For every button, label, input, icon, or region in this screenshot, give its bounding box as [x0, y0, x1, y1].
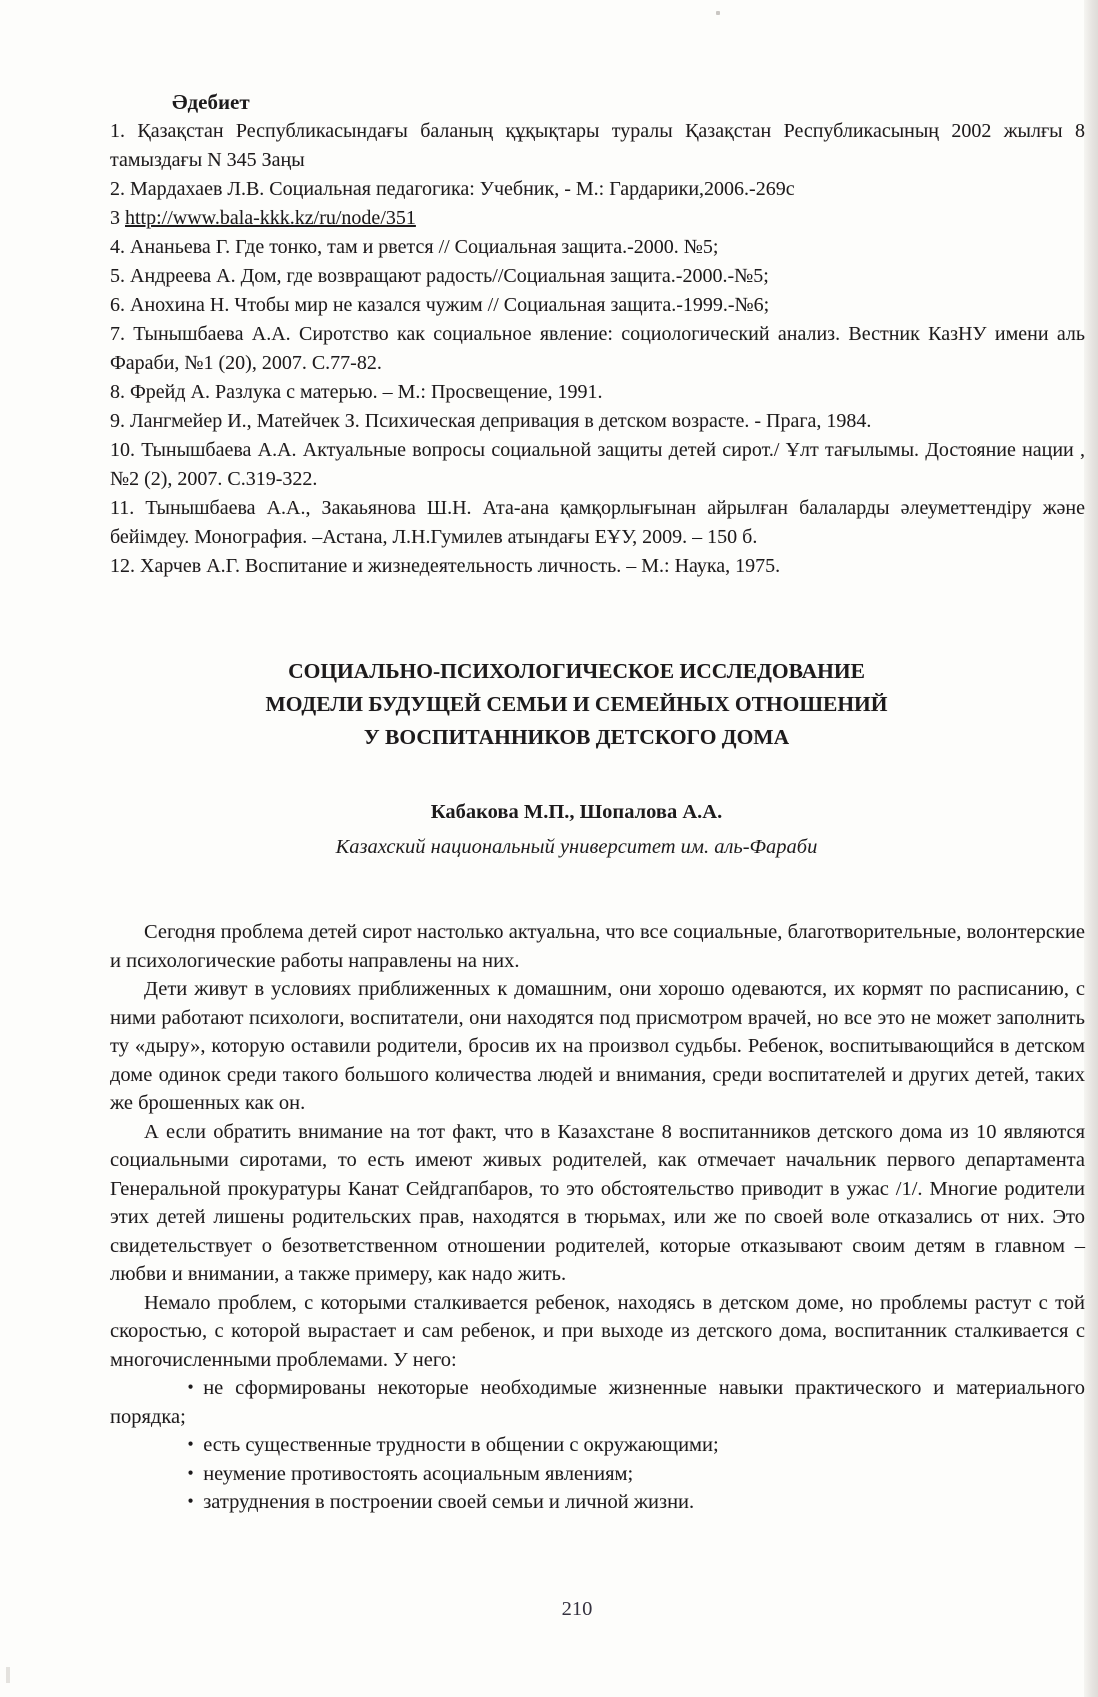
article-header [110, 655, 1085, 862]
page-content [110, 88, 1085, 1517]
bullet-text: не сформированы некоторые необходимые жизненные навыки практического и материального порядка; [110, 1377, 1085, 1428]
article-title [110, 655, 1043, 754]
bullet-item [110, 1374, 1085, 1431]
bibliography-heading: Әдебиет [172, 90, 250, 114]
reference-item: 2. Мардахаев Л.В. Социальная педагогика: Учебник, - М.: Гардарики,2006.-269с [110, 178, 795, 200]
reference-item: 1. Қазақстан Республикасындағы баланың құқықтары туралы Қазақстан Республикасының 2002 жылғы 8 тамыздағы N 345 Заңы [110, 120, 1085, 171]
bullet-marker: • [187, 1464, 194, 1483]
bullet-marker: • [187, 1492, 194, 1512]
paragraph: Сегодня проблема детей сирот настолько актуальна, что все социальные, благотворительные, волонтерские и психологические работы направлены на них. [110, 921, 1085, 972]
reference-item: 12. Харчев А.Г. Воспитание и жизнедеятельность личность. – М.: Наука, 1975. [110, 555, 781, 577]
bullet-text: неумение противостоять асоциальным явлениям; [203, 1462, 634, 1485]
article-body [110, 918, 1085, 1517]
paragraph: А если обратить внимание на тот факт, что в Казахстане 8 воспитанников детского дома из 10 являются социальными сиротами, то есть имеют живых родителей, как отмечает начальник первого департамента Генеральной прокуратуры Канат Сейдгапбаров, то это обстоятельство приводит в ужас /1/. Многие родители этих детей лишены родительских прав, находятся в тюрьмах, или же по своей воле отказались от них. Это свидетельствует о безответственном отношении родителей, которые отказывают своим детям в главном – любви и внимании, а также примеру, как надо жить. [110, 1120, 1085, 1285]
page-number: 210 [561, 1598, 593, 1620]
bullet-item [110, 1460, 1085, 1489]
reference-item: 10. Тынышбаева А.А. Актуальные вопросы социальной защиты детей сирот./ Ұлт тағылымы. Достояние нации , №2 (2), 2007. С.319-322. [110, 439, 1085, 490]
reference-item: 4. Ананьева Г. Где тонко, там и рвется // Социальная защита.-2000. №5; [110, 236, 719, 258]
reference-link[interactable]: http://www.bala-kkk.kz/ru/node/351 [125, 207, 416, 229]
scan-edge-artifact [1084, 0, 1098, 1697]
article-title-line: У ВОСПИТАННИКОВ ДЕТСКОГО ДОМА [363, 725, 790, 749]
bibliography-section [110, 88, 1085, 581]
bullet-item [110, 1431, 1085, 1460]
reference-item [110, 204, 1085, 233]
bullet-marker: • [187, 1435, 194, 1455]
reference-item: 5. Андреева А. Дом, где возвращают радость//Социальная защита.-2000.-№5; [110, 265, 769, 287]
reference-item: 7. Тынышбаева А.А. Сиротство как социальное явление: социологический анализ. Вестник КазНУ имени аль Фараби, №1 (20), 2007. С.77-82. [110, 323, 1085, 374]
reference-number: 3 [110, 207, 125, 229]
article-section [110, 655, 1085, 1517]
scan-speck-artifact [716, 11, 720, 15]
authors-line: Кабакова М.П., Шопалова А.А. [430, 801, 723, 823]
reference-item: 9. Лангмейер И., Матейчек З. Психическая депривация в детском возрасте. - Прага, 1984. [110, 410, 872, 432]
reference-item: 11. Тынышбаева А.А., Закаьянова Ш.Н. Ата-ана қамқорлығынан айрылған балаларды әлеуметтендіру және бейімдеу. Монография. –Астана, Л.Н.Гумилев атындағы ЕҰУ, 2009. – 150 б. [110, 497, 1085, 548]
bullet-text: затруднения в построении своей семьи и личной жизни. [203, 1491, 695, 1513]
article-title-line: СОЦИАЛЬНО-ПСИХОЛОГИЧЕСКОЕ ИССЛЕДОВАНИЕ [288, 659, 865, 683]
reference-item: 8. Фрейд А. Разлука с матерью. – М.: Просвещение, 1991. [110, 381, 603, 403]
article-title-line: МОДЕЛИ БУДУЩЕЙ СЕМЬИ И СЕМЕЙНЫХ ОТНОШЕНИЙ [265, 692, 888, 716]
paragraph: Дети живут в условиях приближенных к домашним, они хорошо одеваются, их кормят по расписанию, с ними работают психологи, воспитатели, они находятся под присмотром врачей, но все это не может заполнить ту «дыру», которую оставили родители, бросив их на произвол судьбы. Ребенок, воспитывающийся в детском доме одинок среди такого большого количества людей и внимания, среди воспитателей и других детей, таких же брошенных как он. [110, 978, 1085, 1114]
affiliation-line: Казахский национальный университет им. аль-Фараби [335, 836, 818, 858]
bullet-item [110, 1488, 1085, 1517]
bullet-marker: • [187, 1378, 194, 1398]
scan-smudge-artifact [6, 1667, 10, 1683]
paragraph: Немало проблем, с которыми сталкивается ребенок, находясь в детском доме, но проблемы растут с той скоростью, с которой вырастает и сам ребенок, и при выходе из детского дома, воспитанник сталкивается с многочисленными проблемами. У него: [110, 1291, 1085, 1371]
bullet-text: есть существенные трудности в общении с окружающими; [203, 1434, 719, 1456]
reference-item: 6. Анохина Н. Чтобы мир не казался чужим // Социальная защита.-1999.-№6; [110, 294, 770, 316]
